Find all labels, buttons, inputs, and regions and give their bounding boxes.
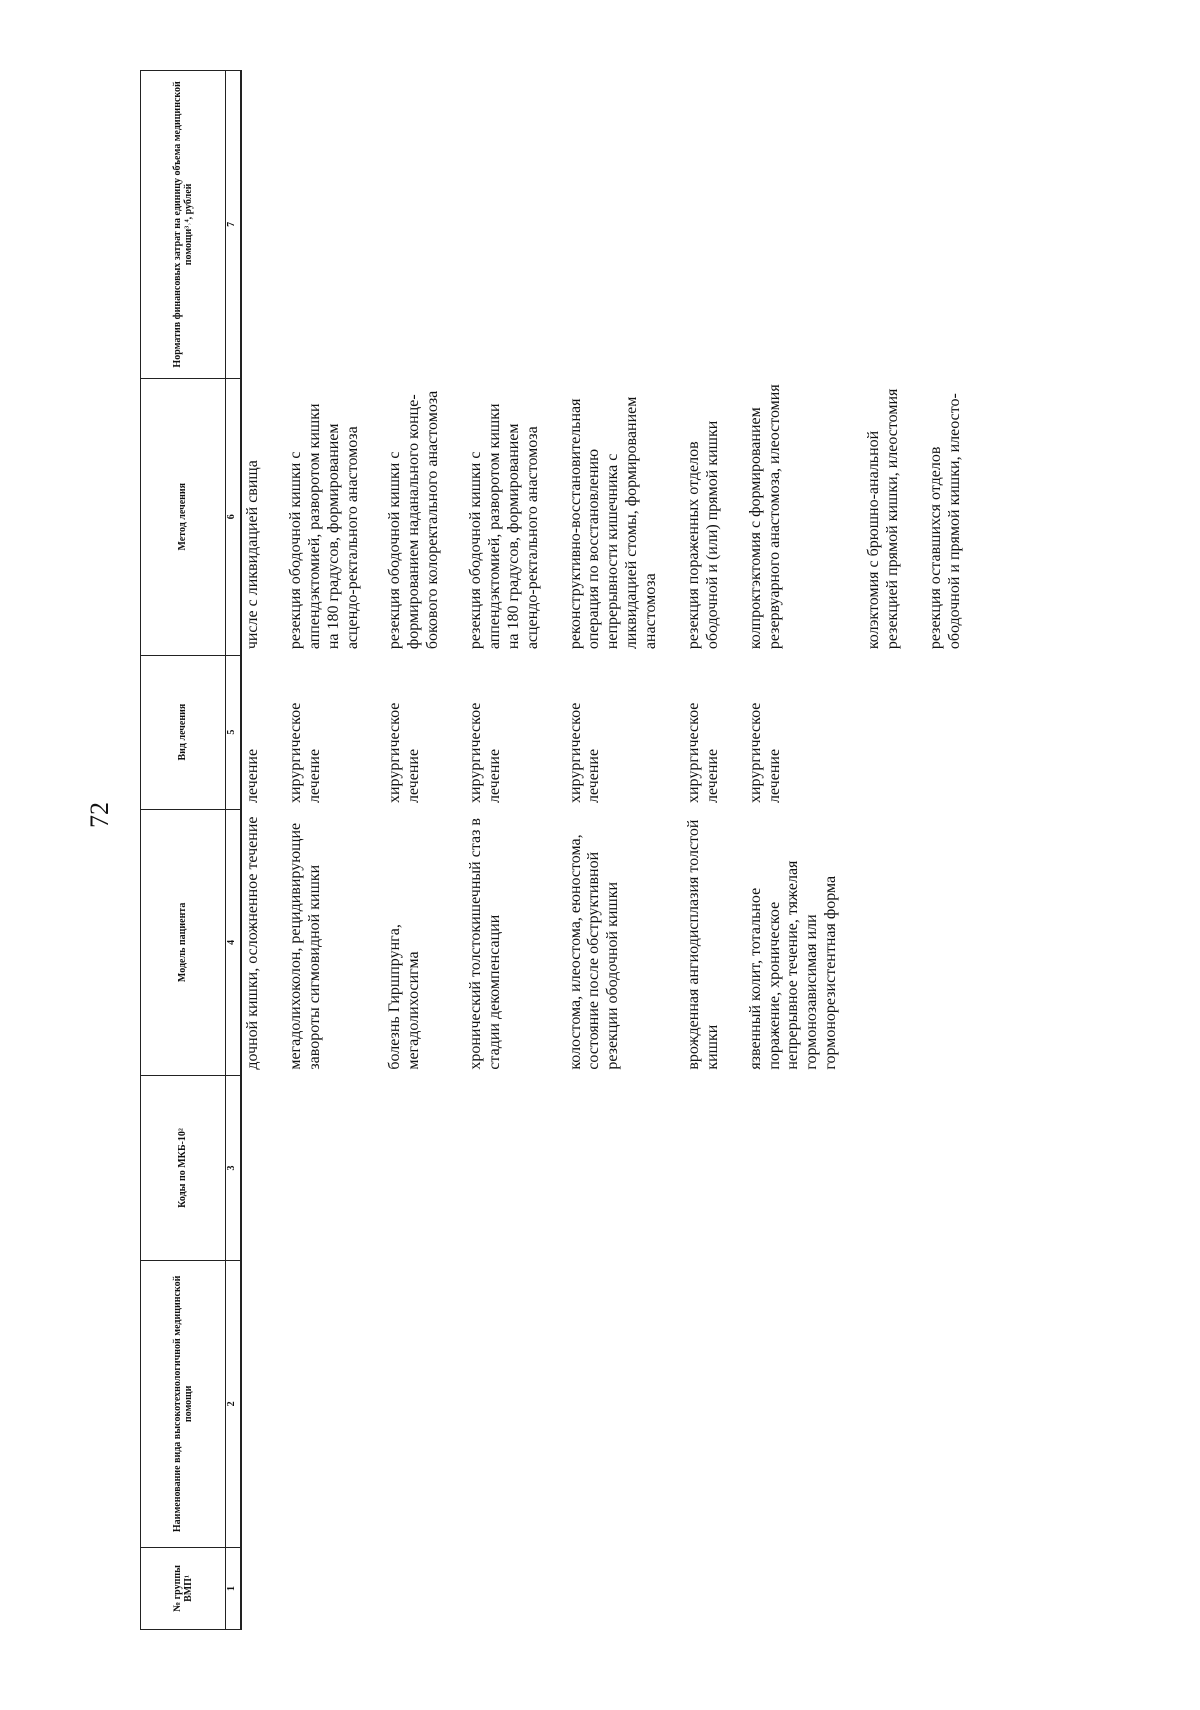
treatment-type-cell: хирургическое лечение [566, 702, 603, 804]
col-header-patient-model: Модель пациента [141, 809, 226, 1076]
col-header-vmp-name: Наименование вида высокотехнологичной медицинской помощи [141, 1260, 226, 1547]
treatment-method-cell: колэктомия с брюшно-анальной резекцией прямой кишки, илеостомия [865, 388, 901, 650]
col-number: 2 [226, 1260, 242, 1547]
treatment-method-cell: реконструктивно-восстановительная операция по восстановлению непрерывности кишечника с ликвидацией стомы, формированием анастомоза [566, 396, 659, 650]
treatment-type-cell: лечение [244, 748, 261, 804]
col-header-icd-codes: Коды по МКБ-10² [141, 1076, 226, 1261]
table-row [725, 71, 843, 1630]
table-row [241, 71, 265, 1630]
column-number-row [226, 71, 242, 1630]
table-row [545, 71, 663, 1630]
treatment-method-cell: резекция оставшихся отделов ободочной и прямой кишки, илеосто- [926, 393, 963, 650]
patient-model-cell: язвенный колит, тотальное поражение, хроническое непрерывное течение, тяжелая гормонозависимая или гормонорезистентная форма [746, 860, 840, 1070]
treatment-method-cell: резекция ободочной кишки с аппендэктомией, разворотом кишки на 180 градусов, формированием асцендо-ректального анастомоза [467, 403, 541, 650]
treatment-type-cell [843, 655, 905, 809]
treatment-type-cell: хирургическое лечение [467, 702, 503, 804]
col-number: 5 [226, 655, 242, 809]
col-header-cost-standard: Норматив финансовых затрат на единицу объема медицинской помощи³˒⁴, рублей [141, 71, 226, 379]
patient-model-cell: дочной кишки, осложненное течение [244, 816, 261, 1070]
table-row [265, 71, 365, 1630]
treatment-method-cell: резекция ободочной кишки с аппендэктомией, разворотом кишки на 180 градусов, формированием асцендо-ректального анастомоза [286, 403, 361, 650]
table-row [364, 71, 445, 1630]
patient-model-cell: хронический толстокишечный стаз в стадии декомпенсации [467, 818, 503, 1070]
page-number: 72 [85, 802, 114, 828]
treatment-method-cell: числе с ликвидацией свища [244, 460, 261, 650]
table-row [905, 71, 967, 1630]
patient-model-cell: мегадолихоколон, рецидивирующие завороты сигмовидной кишки [286, 822, 323, 1070]
treatment-method-cell: резекция пораженных отделов ободочной и (или) прямой кишки [684, 420, 721, 650]
treatment-type-cell [905, 655, 967, 809]
col-number: 3 [226, 1076, 242, 1261]
patient-model-cell: колостома, илеостома, еюностома, состояние после обструктивной резекции ободочной кишки [566, 834, 622, 1070]
vmp-table-sheet [140, 70, 1140, 1630]
treatment-method-cell: резекция ободочной кишки с формированием наданального конце-бокового колоректального анастомоза [386, 390, 442, 650]
table-row [445, 71, 545, 1630]
patient-model-cell [905, 809, 967, 1076]
col-number: 4 [226, 809, 242, 1076]
col-header-group-number: № группы ВМП¹ [141, 1547, 226, 1629]
col-header-treatment-method: Метод лечения [141, 378, 226, 655]
col-header-treatment-type: Вид лечения [141, 655, 226, 809]
vmp-table [140, 70, 967, 1630]
table-row [663, 71, 725, 1630]
treatment-method-cell: колпроктэктомия с формированием резервуарного анастомоза, илеостомия [746, 384, 783, 650]
patient-model-cell [843, 809, 905, 1076]
col-number: 6 [226, 378, 242, 655]
treatment-type-cell: хирургическое лечение [386, 702, 423, 804]
patient-model-cell: болезнь Гиршпрунга, мегадолихосигма [386, 924, 423, 1070]
patient-model-cell: врожденная ангиодисплазия толстой кишки [684, 819, 721, 1070]
treatment-type-cell: хирургическое лечение [684, 702, 721, 804]
table-header-row [141, 71, 226, 1630]
col-number: 1 [226, 1547, 242, 1629]
treatment-type-cell: хирургическое лечение [746, 702, 783, 804]
treatment-type-cell: хирургическое лечение [286, 702, 323, 804]
col-number: 7 [226, 71, 242, 379]
table-row [843, 71, 905, 1630]
